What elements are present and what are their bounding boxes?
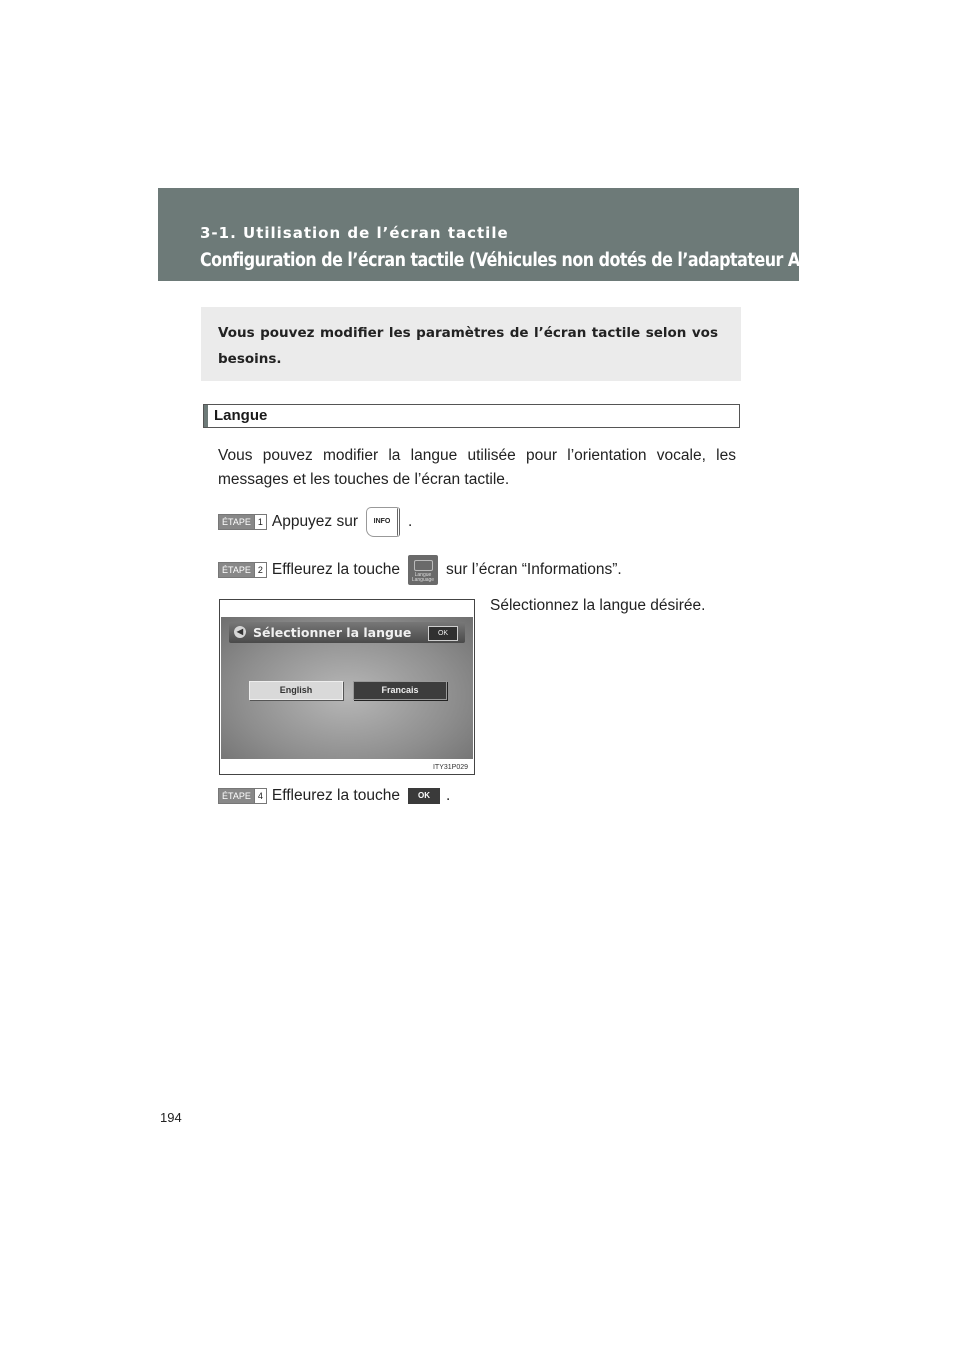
screenshot-figure bbox=[219, 599, 475, 775]
step-text-after: . bbox=[445, 787, 451, 804]
intro-box bbox=[201, 307, 741, 381]
step-label: ÉTAPE bbox=[219, 515, 254, 529]
step-text: Effleurez la touche bbox=[271, 787, 400, 804]
page-number: 194 bbox=[160, 1110, 182, 1125]
step-4 bbox=[218, 786, 450, 806]
step-badge bbox=[218, 562, 267, 578]
step-label: ÉTAPE bbox=[219, 789, 254, 803]
step-text-after: . bbox=[408, 513, 413, 530]
touch-screen bbox=[221, 617, 473, 759]
subsection-title: Langue bbox=[214, 407, 268, 424]
subsection-bar bbox=[204, 405, 208, 427]
screen-ok-button[interactable]: OK bbox=[428, 626, 458, 641]
section-header bbox=[158, 188, 831, 281]
step-number: 1 bbox=[254, 515, 266, 529]
step-badge bbox=[218, 788, 267, 804]
step-number: 4 bbox=[254, 789, 266, 803]
ok-key-icon: OK bbox=[408, 788, 440, 804]
step-2 bbox=[218, 560, 622, 583]
section-label: 3-1. Utilisation de l’écran tactile bbox=[200, 224, 509, 242]
back-arrow-icon[interactable]: ◀ bbox=[234, 626, 246, 638]
figure-code: ITY31P029 bbox=[432, 764, 468, 771]
step-text-after: sur l’écran “Informations”. bbox=[445, 561, 622, 578]
francais-option-button[interactable]: Francais bbox=[353, 681, 447, 700]
step-3-text: Sélectionnez la langue désirée. bbox=[490, 597, 706, 614]
page-title: Configuration de l’écran tactile (Véhicules non dotés de l’adaptateur AUX) bbox=[200, 250, 831, 271]
info-key-label: INFO bbox=[366, 507, 400, 537]
info-key-icon bbox=[366, 507, 402, 537]
screen-title: Sélectionner la langue bbox=[253, 625, 412, 640]
screen-title-bar bbox=[229, 622, 465, 643]
step-badge bbox=[218, 514, 267, 530]
intro-text: Vous pouvez modifier les paramètres de l’écran tactile selon vos besoins. bbox=[218, 325, 718, 367]
step-text: Effleurez la touche bbox=[271, 561, 400, 578]
step-number: 2 bbox=[254, 563, 266, 577]
language-key-label: Langue Language bbox=[411, 572, 435, 583]
english-option-button[interactable]: English bbox=[249, 681, 343, 700]
step-text: Appuyez sur bbox=[271, 513, 359, 530]
subsection-heading bbox=[203, 404, 740, 428]
step-1 bbox=[218, 512, 412, 532]
language-key-icon bbox=[408, 555, 438, 585]
step-label: ÉTAPE bbox=[219, 563, 254, 577]
subsection-body: Vous pouvez modifier la langue utilisée pour l’orientation vocale, les messages et les touches de l’écran tactile. bbox=[218, 447, 736, 488]
